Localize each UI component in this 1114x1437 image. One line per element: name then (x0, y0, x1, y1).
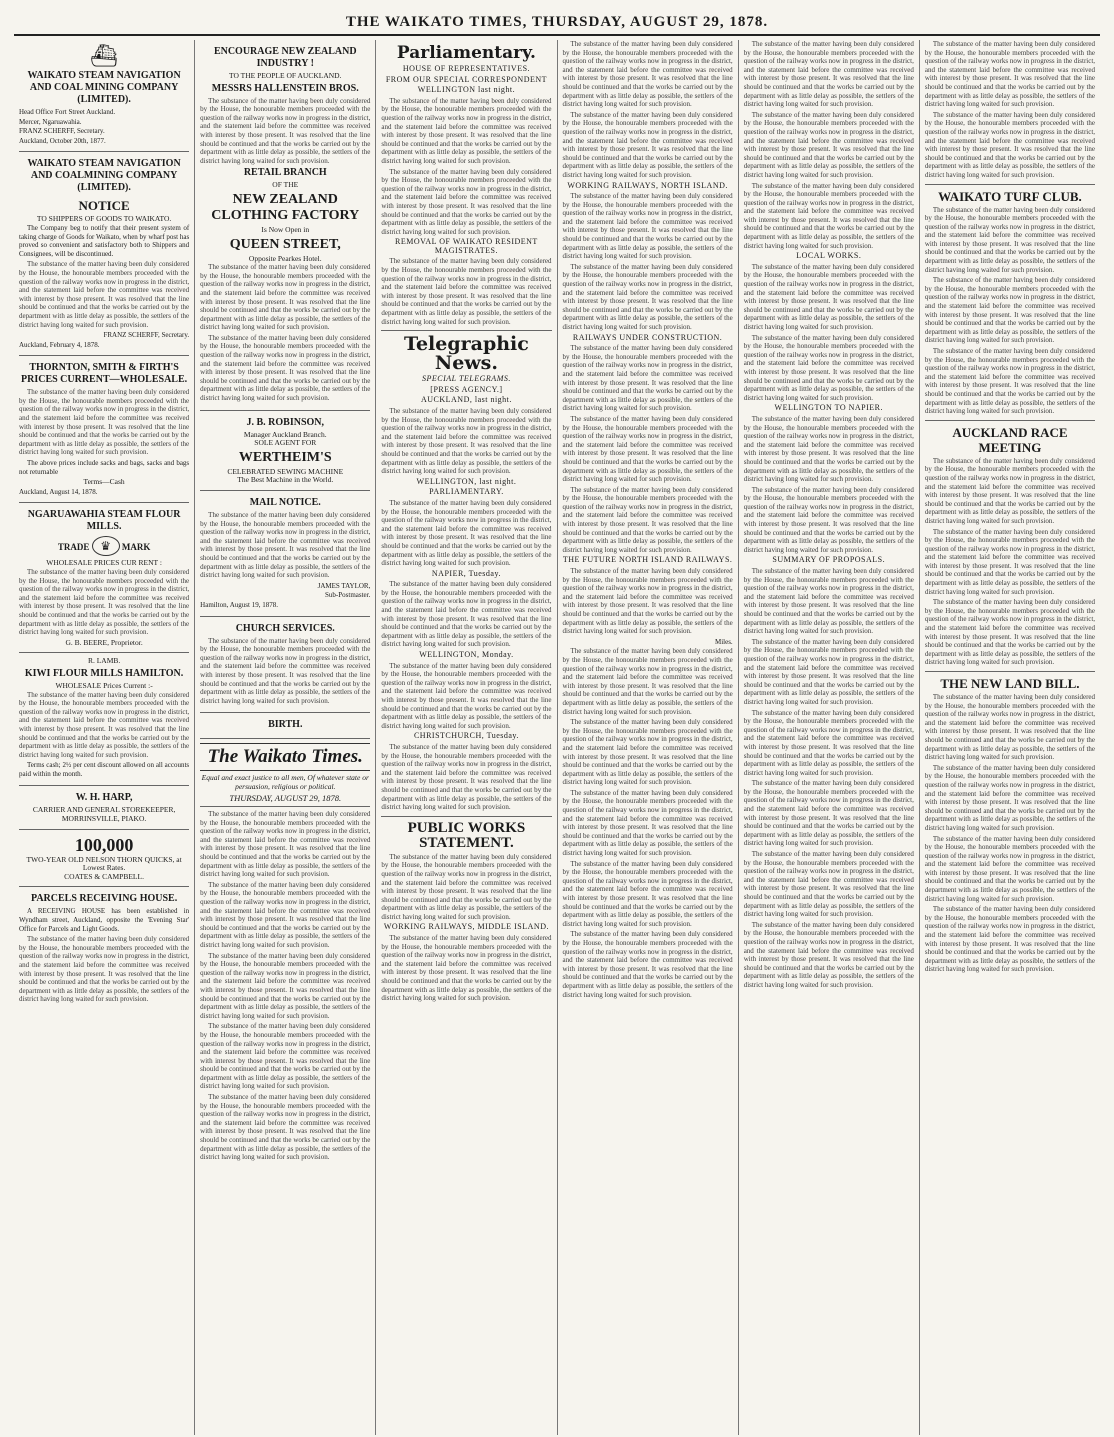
article-text: The substance of the matter having been duly considered by the House, the honourable members proceeded with the question of the railway works now in progress in the district, and the statement laid before the committee was received with interest by those present. It was resolved that the line should be continued and that the works be carried out by the department with as little delay as possible, the settlers of the district having long waited for such provision. (743, 333, 914, 402)
article-text: The substance of the matter having been duly considered by the House, the honourable members proceeded with the question of the railway works now in progress in the district, and the statement laid before the committee was received with interest by those present. It was resolved that the line should be continued and that the works be carried out by the department with as little delay as possible, the settlers of the district having long waited for such provision. (924, 763, 1096, 832)
industry-opp: Opposite Pearkes Hotel. (248, 253, 322, 263)
trade-label: TRADE (57, 542, 90, 553)
editorial-text: The substance of the matter having been duly considered by the House, the honourable members proceeded with the question of the railway works now in progress in the district, and the statement laid before the committee was received with interest by those present. It was resolved that the line should be continued and that the works be carried out by the department with as little delay as possible, the settlers of the district having long waited for such provision. (200, 810, 371, 879)
flour-proprietor: G. B. BEERE, Proprietor. (65, 637, 143, 647)
article-text: The substance of the matter having been duly considered by the House, the honourable members proceeded with the question of the railway works now in progress in the district, and the statement laid before the committee was received with interest by those present. It was resolved that the line should be continued and that the works be carried out by the department with as little delay as possible, the settlers of the district having long waited for such provision. (562, 414, 733, 484)
thorn-ad (19, 830, 189, 888)
industry-to: TO THE PEOPLE OF AUCKLAND. (229, 71, 342, 80)
article-text: The substance of the matter having been duly considered by the House, the honourable members proceeded with the question of the railway works now in progress in the district, and the statement laid before the committee was received with interest by those present. It was resolved that the line should be continued and that the works be carried out by the department with as little delay as possible, the settlers of the district having long waited for such provision. (562, 262, 733, 331)
prices-note: The above prices include sacks and bags, sacks and bags not returnable (19, 459, 190, 476)
article-text: The substance of the matter having been duly considered by the House, the honourable members proceeded with the question of the railway works now in progress in the district, and the statement laid before the committee was received with interest by those present. It was resolved that the line should be continued and that the works be carried out by the department with as little delay as possible, the settlers of the district having long waited for such provision. (743, 708, 914, 777)
robinson-machine: CELEBRATED SEWING MACHINE (227, 466, 344, 476)
church-title: CHURCH SERVICES. (235, 622, 335, 634)
mail-title: MAIL NOTICE. (249, 497, 321, 508)
construction-heading: RAILWAYS UNDER CONSTRUCTION. (572, 332, 723, 342)
dateline: WELLINGTON last night. (417, 85, 516, 95)
article-text: The substance of the matter having been duly considered by the House, the honourable members proceeded with the question of the railway works now in progress in the district, and the statement laid before the committee was received with interest by those present. It was resolved that the line should be continued and that the works be carried out by the department with as little delay as possible, the settlers of the district having long waited for such provision. (562, 40, 733, 109)
divider (925, 184, 1095, 185)
article-text: The substance of the matter having been duly considered by the House, the honourable members proceeded with the question of the railway works now in progress in the district, and the statement laid before the committee was received with interest by those present. It was resolved that the line should be continued and that the works be carried out by the department with as little delay as possible, the settlers of the district having long waited for such provision. (562, 485, 733, 554)
summary-heading: SUMMARY OF PROPOSALS. (772, 555, 886, 565)
article-text: The substance of the matter having been duly considered by the House, the honourable members proceeded with the question of the railway works now in progress in the district, and the statement laid before the committee was received with interest by those present. It was resolved that the line should be continued and that the works be carried out by the department with as little delay as possible, the settlers of the district having long waited for such provision. (562, 859, 733, 928)
dateline: WELLINGTON, last night. (416, 476, 517, 486)
steam-navigation-ad (19, 40, 189, 152)
mail-sign: JAMES TAYLOR, (317, 581, 371, 590)
industry-text-3: The substance of the matter having been duly considered by the House, the honourable members proceeded with the question of the railway works now in progress in the district, and the statement laid before the committee was received with interest by those present. It was resolved that the line should be continued and that the works be carried out by the department with as little delay as possible, the settlers of the district having long waited for such provision. (200, 333, 371, 403)
article-text: The substance of the matter having been duly considered by the House, the honourable members proceeded with the question of the railway works now in progress in the district, and the statement laid before the committee was received with interest by those present. It was resolved that the line should be continued and that the works be carried out by the department with as little delay as possible, the settlers of the district having long waited for such provision. (562, 567, 733, 636)
article-text: The substance of the matter having been duly considered by the House, the honourable members proceeded with the question of the railway works now in progress in the district, and the statement laid before the committee was received with interest by those present. It was resolved that the line should be continued and that the works be carried out by the department with as little delay as possible, the settlers of the district having long waited for such provision. (743, 262, 914, 331)
industry-text: The substance of the matter having been duly considered by the House, the honourable members proceeded with the question of the railway works now in progress in the district, and the statement laid before the committee was received with interest by those present. It was resolved that the line should be continued and that the works be carried out by the department with as little delay as possible, the settlers of the district having long waited for such provision. (200, 96, 371, 165)
notice-sign: FRANZ SCHERFF, Secretary. (103, 331, 190, 340)
local-works-heading: LOCAL WORKS. (796, 251, 862, 261)
flour-mills-ad (19, 503, 189, 653)
birth-notice (200, 713, 370, 739)
article-text: The substance of the matter having been duly considered by the House, the honourable members proceeded with the question of the railway works now in progress in the district, and the statement laid before the committee was received with interest by those present. It was resolved that the line should be continued and that the works be carried out by the department with as little delay as possible, the settlers of the district having long waited for such provision. (381, 96, 552, 165)
article-text: The substance of the matter having been duly considered by the House, the honourable members proceeded with the question of the railway works now in progress in the district, and the statement laid before the committee was received with interest by those present. It was resolved that the line should be continued and that the works be carried out by the department with as little delay as possible, the settlers of the district having long waited for such provision. (924, 276, 1096, 345)
divider (381, 816, 551, 817)
column-5 (738, 40, 919, 1435)
article-text: The substance of the matter having been duly considered by the House, the honourable members proceeded with the question of the railway works now in progress in the district, and the statement laid before the committee was received with interest by those present. It was resolved that the line should be continued and that the works be carried out by the department with as little delay as possible, the settlers of the district having long waited for such provision. (743, 920, 914, 989)
article-text: The substance of the matter having been duly considered by the House, the honourable members proceeded with the question of the railway works now in progress in the district, and the statement laid before the committee was received with interest by those present. It was resolved that the line should be continued and that the works be carried out by the department with as little delay as possible, the settlers of the district having long waited for such provision. (924, 834, 1096, 903)
ad-title: WAIKATO STEAM NAVIGATION AND COALMINING COMPANY (LIMITED). (27, 158, 181, 194)
ad-title: WAIKATO STEAM NAVIGATION AND COAL MINING COMPANY (LIMITED). (27, 70, 181, 105)
north-island-heading: WORKING RAILWAYS, NORTH ISLAND. (567, 180, 728, 190)
ad-title: NGARUAWAHIA STEAM FLOUR MILLS. (27, 509, 181, 533)
lamb-sub: WHOLESALE Prices Current :- (55, 680, 153, 690)
dateline: WELLINGTON, Monday. (419, 650, 514, 660)
mail-notice (200, 491, 370, 617)
parcels-ad (19, 887, 189, 1011)
telegraphic-heading: Telegraphic News. (404, 333, 529, 375)
article-text: The substance of the matter having been duly considered by the House, the honourable members proceeded with the question of the railway works now in progress in the district, and the statement laid before the committee was received with interest by those present. It was resolved that the line should be continued and that the works be carried out by the department with as little delay as possible, the settlers of the district having long waited for such provision. (743, 485, 914, 554)
article-text: The substance of the matter having been duly considered by the House, the honourable members proceeded with the question of the railway works now in progress in the district, and the statement laid before the committee was received with interest by those present. It was resolved that the line should be continued and that the works be carried out by the department with as little delay as possible, the settlers of the district having long waited for such provision. (924, 205, 1096, 274)
robinson-agent: SOLE AGENT FOR (254, 438, 317, 448)
industry-of: OF THE (272, 180, 299, 190)
land-bill-heading: THE NEW LAND BILL. (940, 676, 1080, 691)
article-text: The substance of the matter having been duly considered by the House, the honourable members proceeded with the question of the railway works now in progress in the district, and the statement laid before the committee was received with interest by those present. It was resolved that the line should be continued and that the works be carried out by the department with as little delay as possible, the settlers of the district having long waited for such provision. (381, 934, 552, 1003)
crest-icon: ♛ (92, 536, 120, 556)
ad-line: Head Office Fort Street Auckland. (19, 108, 116, 116)
lamb-name: R. LAMB. (87, 656, 121, 666)
article-text: The substance of the matter having been duly considered by the House, the honourable members proceeded with the question of the railway works now in progress in the district, and the statement laid before the committee was received with interest by those present. It was resolved that the line should be continued and that the works be carried out by the department with as little delay as possible, the settlers of the district having long waited for such provision. (924, 693, 1096, 762)
ad-line: Auckland, October 20th, 1877. (19, 136, 106, 145)
lamb-note: Terms cash; 2½ per cent discount allowed on all accounts paid within the month. (19, 761, 190, 778)
editorial-text: The substance of the matter having been duly considered by the House, the honourable members proceeded with the question of the railway works now in progress in the district, and the statement laid before the committee was received with interest by those present. It was resolved that the line should be continued and that the works be carried out by the department with as little delay as possible, the settlers of the district having long waited for such provision. (200, 1093, 371, 1162)
industry-branch: RETAIL BRANCH (243, 167, 327, 179)
article-text: The substance of the matter having been duly considered by the House, the honourable members proceeded with the question of the railway works now in progress in the district, and the statement laid before the committee was received with interest by those present. It was resolved that the line should be continued and that the works be carried out by the department with as little delay as possible, the settlers of the district having long waited for such provision. (743, 110, 914, 179)
article-text: The substance of the matter having been duly considered by the House, the honourable members proceeded with the question of the railway works now in progress in the district, and the statement laid before the committee was received with interest by those present. It was resolved that the line should be continued and that the works be carried out by the department with as little delay as possible, the settlers of the district having long waited for such provision. (743, 567, 914, 636)
notice-body: The Company beg to notify that their present system of taking charge of Goods for Waikato, when by wharf post has proved so convenient and satisfactory both to Shippers and Consignees, will be discontinued. (19, 223, 190, 258)
column-2 (194, 40, 375, 1435)
industry-open: Is Now Open in (261, 224, 310, 234)
notice-heading: NOTICE (78, 198, 130, 214)
trade-mark (19, 536, 189, 556)
column-3 (375, 40, 556, 1435)
robinson-name: J. B. ROBINSON, (246, 416, 325, 428)
column-1 (14, 40, 194, 1435)
paper-motto: Equal and exact justice to all men, Of whatever state or persuasion, religious or political. (201, 773, 369, 791)
robinson-role: Manager Auckland Branch. (243, 429, 327, 439)
article-text: The substance of the matter having been duly considered by the House, the honourable members proceeded with the question of the railway works now in progress in the district, and the statement laid before the committee was received with interest by those present. It was resolved that the line should be continued and that the works be carried out by the department with as little delay as possible, the settlers of the district having long waited for such provision. (381, 742, 552, 812)
article-text: The substance of the matter having been duly considered by the House, the honourable members proceeded with the question of the railway works now in progress in the district, and the statement laid before the committee was received with interest by those present. It was resolved that the line should be continued and that the works be carried out by the department with as little delay as possible, the settlers of the district having long waited for such provision. (924, 347, 1096, 416)
article-text: The substance of the matter having been duly considered by the House, the honourable members proceeded with the question of the railway works now in progress in the district, and the statement laid before the committee was received with interest by those present. It was resolved that the line should be continued and that the works be carried out by the department with as little delay as possible, the settlers of the district having long waited for such provision. (381, 498, 552, 568)
article-text: The substance of the matter having been duly considered by the House, the honourable members proceeded with the question of the railway works now in progress in the district, and the statement laid before the committee was received with interest by those present. It was resolved that the line should be continued and that the works be carried out by the department with as little delay as possible, the settlers of the district having long waited for such provision. (743, 414, 914, 484)
house-heading: HOUSE OF REPRESENTATIVES. (402, 64, 531, 73)
editorial-text: The substance of the matter having been duly considered by the House, the honourable members proceeded with the question of the railway works now in progress in the district, and the statement laid before the committee was received with interest by those present. It was resolved that the line should be continued and that the works be carried out by the department with as little delay as possible, the settlers of the district having long waited for such provision. (200, 951, 371, 1020)
notice-text: The substance of the matter having been duly considered by the House, the honourable members proceeded with the question of the railway works now in progress in the district, and the statement laid before the committee was received with interest by those present. It was resolved that the line should be continued and that the works be carried out by the department with as little delay as possible, the settlers of the district having long waited for such provision. (19, 260, 190, 329)
divider (925, 671, 1095, 672)
prices-text: The substance of the matter having been duly considered by the House, the honourable members proceeded with the question of the railway works now in progress in the district, and the statement laid before the committee was received with interest by those present. It was resolved that the line should be continued and that the works be carried out by the department with as little delay as possible, the settlers of the district having long waited for such provision. (19, 388, 190, 457)
wellington-napier-heading: WELLINGTON TO NAPIER. (774, 403, 884, 413)
parcels-text: The substance of the matter having been duly considered by the House, the honourable members proceeded with the question of the railway works now in progress in the district, and the statement laid before the committee was received with interest by those present. It was resolved that the line should be continued and that the works be carried out by the department with as little delay as possible, the settlers of the district having long waited for such provision. (19, 935, 190, 1004)
article-text: The substance of the matter having been duly considered by the House, the honourable members proceeded with the question of the railway works now in progress in the district, and the statement laid before the committee was received with interest by those present. It was resolved that the line should be continued and that the works be carried out by the department with as little delay as possible, the settlers of the district having long waited for such provision. (562, 344, 733, 413)
removal-heading: REMOVAL OF WAIKATO RESIDENT MAGISTRATES. (395, 237, 538, 255)
masthead: THE WAIKATO TIMES, THURSDAY, AUGUST 29, 1878. (14, 10, 1100, 36)
church-text: The substance of the matter having been duly considered by the House, the honourable members proceeded with the question of the railway works now in progress in the district, and the statement laid before the committee was received with interest by those present. It was resolved that the line should be continued and that the works be carried out by the department with as little delay as possible, the settlers of the district having long waited for such provision. (200, 636, 371, 705)
robinson-ad (200, 411, 370, 491)
future-heading: THE FUTURE NORTH ISLAND RAILWAYS. (562, 555, 733, 565)
mail-text: The substance of the matter having been duly considered by the House, the honourable members proceeded with the question of the railway works now in progress in the district, and the statement laid before the committee was received with interest by those present. It was resolved that the line should be continued and that the works be carried out by the department with as little delay as possible, the settlers of the district having long waited for such provision. (200, 511, 371, 580)
kiwi-mills-ad (19, 653, 189, 786)
prices-date: Auckland, August 14, 1878. (19, 487, 98, 496)
article-text: The substance of the matter having been duly considered by the House, the honourable members proceeded with the question of the railway works now in progress in the district, and the statement laid before the committee was received with interest by those present. It was resolved that the line should be continued and that the works be carried out by the department with as little delay as possible, the settlers of the district having long waited for such provision. (924, 905, 1096, 974)
article-text: The substance of the matter having been duly considered by the House, the honourable members proceeded with the question of the railway works now in progress in the district, and the statement laid before the committee was received with interest by those present. It was resolved that the line should be continued and that the works be carried out by the department with as little delay as possible, the settlers of the district having long waited for such provision. (924, 527, 1096, 596)
harp-ad (19, 786, 189, 829)
ad-line: FRANZ SCHERFF, Secretary. (19, 127, 105, 136)
article-text: The substance of the matter having been duly considered by the House, the honourable members proceeded with the question of the railway works now in progress in the district, and the statement laid before the committee was received with interest by those present. It was resolved that the line should be continued and that the works be carried out by the department with as little delay as possible, the settlers of the district having long waited for such provision. (562, 930, 733, 999)
article-text: The substance of the matter having been duly considered by the House, the honourable members proceeded with the question of the railway works now in progress in the district, and the statement laid before the committee was received with interest by those present. It was resolved that the line should be continued and that the works be carried out by the department with as little delay as possible, the settlers of the district having long waited for such provision. (381, 257, 552, 326)
robinson-brand: WERTHEIM'S (238, 449, 332, 465)
article-text: The substance of the matter having been duly considered by the House, the honourable members proceeded with the question of the railway works now in progress in the district, and the statement laid before the committee was received with interest by those present. It was resolved that the line should be continued and that the works be carried out by the department with as little delay as possible, the settlers of the district having long waited for such provision. (924, 598, 1096, 667)
industry-ad (200, 40, 370, 411)
turf-club-heading: WAIKATO TURF CLUB. (938, 188, 1082, 204)
industry-street: QUEEN STREET, (229, 236, 341, 252)
works-heading: PUBLIC WORKS STATEMENT. (407, 819, 526, 851)
article-text: The substance of the matter having been duly considered by the House, the honourable members proceeded with the question of the railway works now in progress in the district, and the statement laid before the committee was received with interest by those present. It was resolved that the line should be continued and that the works be carried out by the department with as little delay as possible, the settlers of the district having long waited for such provision. (743, 850, 914, 919)
article-text: The substance of the matter having been duly considered by the House, the honourable members proceeded with the question of the railway works now in progress in the district, and the statement laid before the committee was received with interest by those present. It was resolved that the line should be continued and that the works be carried out by the department with as little delay as possible, the settlers of the district having long waited for such provision. (381, 661, 552, 730)
notice-ad (19, 152, 189, 356)
article-text: The substance of the matter having been duly considered by the House, the honourable members proceeded with the question of the railway works now in progress in the district, and the statement laid before the committee was received with interest by those present. It was resolved that the line should be continued and that the works be carried out by the department with as little delay as possible, the settlers of the district having long waited for such provision. (381, 407, 552, 476)
ad-title: W. H. HARP, (75, 792, 133, 804)
mail-role: Sub-Postmaster. (325, 591, 371, 600)
article-text: The substance of the matter having been duly considered by the House, the honourable members proceeded with the question of the railway works now in progress in the district, and the statement laid before the committee was received with interest by those present. It was resolved that the line should be continued and that the works be carried out by the department with as little delay as possible, the settlers of the district having long waited for such provision. (743, 40, 914, 109)
robinson-tag: The Best Machine in the World. (237, 475, 334, 485)
paper-title: The Waikato Times. (200, 743, 370, 771)
thorn-sign: COATES & CAMPBELL. (64, 871, 144, 881)
industry-company: NEW ZEALAND CLOTHING FACTORY (211, 191, 360, 223)
article-text: The substance of the matter having been duly considered by the House, the honourable members proceeded with the question of the railway works now in progress in the district, and the statement laid before the committee was received with interest by those present. It was resolved that the line should be continued and that the works be carried out by the department with as little delay as possible, the settlers of the district having long waited for such provision. (562, 718, 733, 787)
columns (14, 40, 1100, 1435)
article-text: The substance of the matter having been duly considered by the House, the honourable members proceeded with the question of the railway works now in progress in the district, and the statement laid before the committee was received with interest by those present. It was resolved that the line should be continued and that the works be carried out by the department with as little delay as possible, the settlers of the district having long waited for such provision. (743, 181, 914, 250)
industry-text-2: The substance of the matter having been duly considered by the House, the honourable members proceeded with the question of the railway works now in progress in the district, and the statement laid before the committee was received with interest by those present. It was resolved that the line should be continued and that the works be carried out by the department with as little delay as possible, the settlers of the district having long waited for such provision. (200, 263, 371, 332)
dateline: NAPIER, Tuesday. (431, 568, 501, 578)
church-services (200, 617, 370, 714)
editorial-text: The substance of the matter having been duly considered by the House, the honourable members proceeded with the question of the railway works now in progress in the district, and the statement laid before the committee was received with interest by those present. It was resolved that the line should be continued and that the works be carried out by the department with as little delay as possible, the settlers of the district having long waited for such provision. (200, 880, 371, 949)
article-text: The substance of the matter having been duly considered by the House, the honourable members proceeded with the question of the railway works now in progress in the district, and the statement laid before the committee was received with interest by those present. It was resolved that the line should be continued and that the works be carried out by the department with as little delay as possible, the settlers of the district having long waited for such provision. (381, 580, 552, 649)
parliament-heading: PARLIAMENTARY. (429, 487, 504, 497)
works-sub: WORKING RAILWAYS, MIDDLE ISLAND. (383, 922, 549, 932)
article-text: The substance of the matter having been duly considered by the House, the honourable members proceeded with the question of the railway works now in progress in the district, and the statement laid before the committee was received with interest by those present. It was resolved that the line should be continued and that the works be carried out by the department with as little delay as possible, the settlers of the district having long waited for such provision. (381, 852, 552, 921)
article-text: The substance of the matter having been duly considered by the House, the honourable members proceeded with the question of the railway works now in progress in the district, and the statement laid before the committee was received with interest by those present. It was resolved that the line should be continued and that the works be carried out by the department with as little delay as possible, the settlers of the district having long waited for such provision. (562, 110, 733, 179)
flour-sub: WHOLESALE PRICES CUR RENT : (46, 558, 162, 568)
article-text: The substance of the matter having been duly considered by the House, the honourable members proceeded with the question of the railway works now in progress in the district, and the statement laid before the committee was received with interest by those present. It was resolved that the line should be continued and that the works be carried out by the department with as little delay as possible, the settlers of the district having long waited for such provision. (924, 40, 1096, 109)
mail-date: Hamilton, August 19, 1878. (200, 600, 278, 609)
article-text: The substance of the matter having been duly considered by the House, the honourable members proceeded with the question of the railway works now in progress in the district, and the statement laid before the committee was received with interest by those present. It was resolved that the line should be continued and that the works be carried out by the department with as little delay as possible, the settlers of the district having long waited for such provision. (924, 456, 1096, 525)
ad-title: THORNTON, SMITH & FIRTH'S PRICES CURRENT—WHOLESALE. (21, 362, 188, 386)
thorn-number: 100,000 (74, 834, 134, 855)
miles-label: Miles. (714, 637, 733, 646)
parliamentary-heading: Parliamentary. (396, 43, 536, 63)
press-agency: [PRESS AGENCY.] (430, 384, 503, 394)
notice-date: Auckland, February 4, 1878. (19, 340, 100, 349)
article-text: The substance of the matter having been duly considered by the House, the honourable members proceeded with the question of the railway works now in progress in the district, and the statement laid before the committee was received with interest by those present. It was resolved that the line should be continued and that the works be carried out by the department with as little delay as possible, the settlers of the district having long waited for such provision. (562, 788, 733, 858)
article-text: The substance of the matter having been duly considered by the House, the honourable members proceeded with the question of the railway works now in progress in the district, and the statement laid before the committee was received with interest by those present. It was resolved that the line should be continued and that the works be carried out by the department with as little delay as possible, the settlers of the district having long waited for such provision. (562, 647, 733, 716)
thorn-text: TWO-YEAR OLD NELSON THORN QUICKS, at Lowest Rates. (26, 854, 182, 873)
ad-line: Mercer, Ngaruawahia. (19, 117, 82, 126)
ad-title: KIWI FLOUR MILLS HAMILTON. (24, 667, 184, 679)
mark-label: MARK (121, 542, 151, 553)
steamship-icon: ⛴ (90, 43, 119, 68)
notice-sub: TO SHIPPERS OF GOODS TO WAIKATO. (36, 214, 172, 224)
lamb-text: The substance of the matter having been duly considered by the House, the honourable members proceeded with the question of the railway works now in progress in the district, and the statement laid before the committee was received with interest by those present. It was resolved that the line should be continued and that the works be carried out by the department with as little delay as possible, the settlers of the district having long waited for such provision. (19, 690, 190, 759)
paper-date: THURSDAY, AUGUST 29, 1878. (200, 794, 370, 807)
harp-place: MORRINSVILLE, PIAKO. (61, 814, 147, 824)
special-telegrams: SPECIAL TELEGRAMS. (422, 374, 511, 384)
article-text: The substance of the matter having been duly considered by the House, the honourable members proceeded with the question of the railway works now in progress in the district, and the statement laid before the committee was received with interest by those present. It was resolved that the line should be continued and that the works be carried out by the department with as little delay as possible, the settlers of the district having long waited for such provision. (743, 637, 914, 706)
article-text: The substance of the matter having been duly considered by the House, the honourable members proceeded with the question of the railway works now in progress in the district, and the statement laid before the committee was received with interest by those present. It was resolved that the line should be continued and that the works be carried out by the department with as little delay as possible, the settlers of the district having long waited for such provision. (743, 779, 914, 848)
harp-sub: CARRIER AND GENERAL STOREKEEPER, (32, 805, 176, 815)
prices-ad (19, 356, 189, 503)
article-text: The substance of the matter having been duly considered by the House, the honourable members proceeded with the question of the railway works now in progress in the district, and the statement laid before the committee was received with interest by those present. It was resolved that the line should be continued and that the works be carried out by the department with as little delay as possible, the settlers of the district having long waited for such provision. (924, 110, 1096, 179)
birth-title: BIRTH. (268, 719, 303, 731)
industry-firm: MESSRS HALLENSTEIN BROS. (211, 82, 359, 94)
ad-title: ENCOURAGE NEW ZEALAND INDUSTRY ! (213, 46, 357, 69)
race-meeting-heading: AUCKLAND RACE MEETING (952, 424, 1068, 455)
editorial-text: The substance of the matter having been duly considered by the House, the honourable members proceeded with the question of the railway works now in progress in the district, and the statement laid before the committee was received with interest by those present. It was resolved that the line should be continued and that the works be carried out by the department with as little delay as possible, the settlers of the district having long waited for such provision. (200, 1022, 371, 1091)
ad-title: PARCELS RECEIVING HOUSE. (30, 893, 178, 905)
prices-terms: Terms—Cash (83, 477, 125, 487)
column-6 (919, 40, 1100, 1435)
article-text: The substance of the matter having been duly considered by the House, the honourable members proceeded with the question of the railway works now in progress in the district, and the statement laid before the committee was received with interest by those present. It was resolved that the line should be continued and that the works be carried out by the department with as little delay as possible, the settlers of the district having long waited for such provision. (562, 192, 733, 261)
divider (381, 330, 551, 331)
column-4 (557, 40, 738, 1435)
parcels-body: A RECEIVING HOUSE has been established in Wyndham street, Auckland, opposite the 'Evening Star' Office for Parcels and Light Goods. (19, 907, 190, 933)
dateline: AUCKLAND, last night. (420, 395, 512, 405)
article-text: The substance of the matter having been duly considered by the House, the honourable members proceeded with the question of the railway works now in progress in the district, and the statement laid before the committee was received with interest by those present. It was resolved that the line should be continued and that the works be carried out by the department with as little delay as possible, the settlers of the district having long waited for such provision. (381, 167, 552, 236)
correspondent-line: FROM OUR SPECIAL CORRESPONDENT (385, 74, 548, 84)
dateline: CHRISTCHURCH, Tuesday. (413, 731, 519, 741)
flour-text: The substance of the matter having been duly considered by the House, the honourable members proceeded with the question of the railway works now in progress in the district, and the statement laid before the committee was received with interest by those present. It was resolved that the line should be continued and that the works be carried out by the department with as little delay as possible, the settlers of the district having long waited for such provision. (19, 568, 190, 637)
divider (925, 420, 1095, 421)
